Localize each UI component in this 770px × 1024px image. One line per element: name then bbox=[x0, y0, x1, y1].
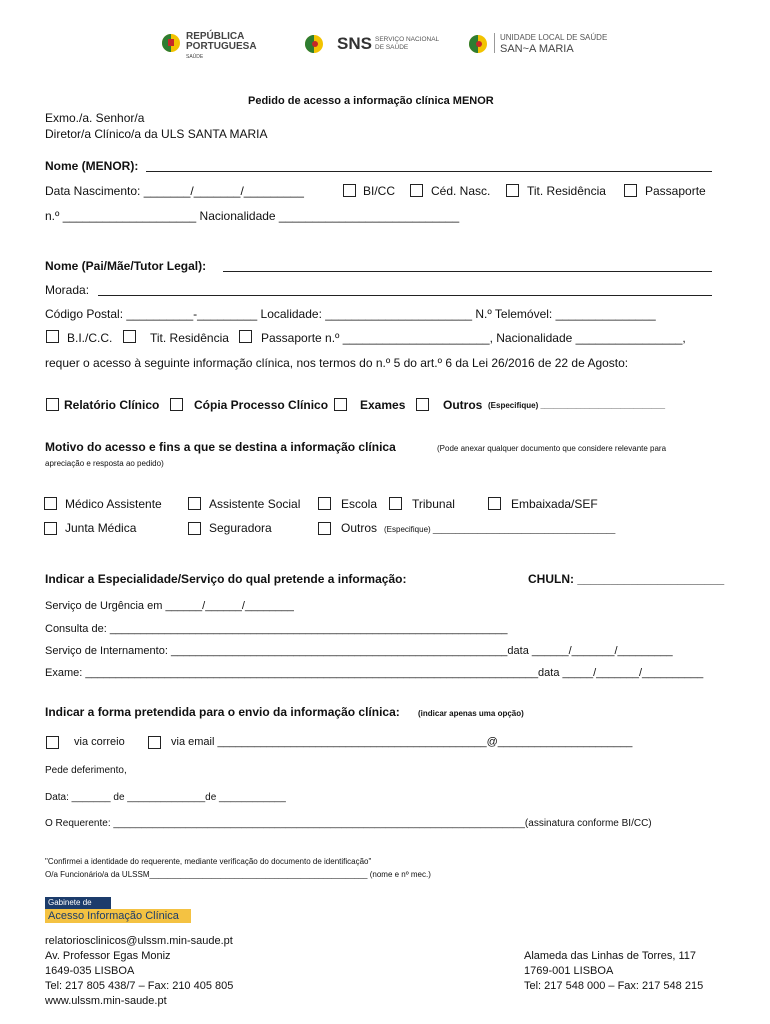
footer-website: www.ulssm.min-saude.pt bbox=[45, 995, 167, 1007]
urgencia-line: Serviço de Urgência em ______/______/________ bbox=[45, 600, 294, 612]
exame-line: Exame: __________________________________________________________________________data _____/_______/__________ bbox=[45, 667, 704, 679]
uls-line1: UNIDADE LOCAL DE SAÚDE bbox=[500, 33, 608, 42]
checkbox-exames[interactable] bbox=[334, 398, 347, 411]
relatorio-label: Relatório Clínico bbox=[64, 398, 160, 412]
assistente-social-label: Assistente Social bbox=[209, 497, 301, 511]
guardian-address-field[interactable] bbox=[98, 295, 712, 296]
delivery-hint: (indicar apenas uma opção) bbox=[418, 709, 524, 718]
motive-hint-1: (Pode anexar qualquer documento que considere relevante para bbox=[437, 444, 667, 453]
footer-right-phone: Tel: 217 548 000 – Fax: 217 548 215 bbox=[524, 980, 704, 992]
guardian-name-label: Nome (Pai/Mãe/Tutor Legal): bbox=[45, 259, 207, 273]
specialty-heading: Indicar a Especialidade/Serviço do qual pretende a informação: bbox=[45, 572, 407, 586]
minor-birth-label: Data Nascimento: _______/_______/_________ bbox=[45, 184, 304, 198]
minor-name-label: Nome (MENOR): bbox=[45, 159, 139, 173]
via-correio-label: via correio bbox=[74, 736, 125, 748]
consulta-line: Consulta de: _________________________________________________________________ bbox=[45, 623, 508, 635]
checkbox-ced-nasc[interactable] bbox=[410, 184, 423, 197]
footer-phone: Tel: 217 805 438/7 – Fax: 210 405 805 bbox=[45, 980, 234, 992]
checkbox-outros-info[interactable] bbox=[416, 398, 429, 411]
checkbox-junta-medica[interactable] bbox=[44, 522, 57, 535]
chuln-field: CHULN: ______________________ bbox=[528, 572, 725, 586]
checkbox-relatorio[interactable] bbox=[46, 398, 59, 411]
junta-medica-label: Junta Médica bbox=[65, 521, 137, 535]
checkbox-outros-motive[interactable] bbox=[318, 522, 331, 535]
delivery-heading: Indicar a forma pretendida para o envio da informação clínica: bbox=[45, 705, 400, 719]
gabinete-bottom: Acesso Informação Clínica bbox=[45, 909, 191, 923]
outros-info-hint: (Especifique) ____________________________ bbox=[488, 401, 666, 410]
sns-emblem-icon bbox=[303, 33, 325, 55]
checkbox-guardian-tit[interactable] bbox=[123, 330, 136, 343]
republica-emblem-icon bbox=[160, 32, 182, 54]
escola-label: Escola bbox=[341, 497, 378, 511]
minor-name-field[interactable] bbox=[146, 171, 712, 172]
footer-right-postal: 1769-001 LISBOA bbox=[524, 965, 614, 977]
motive-hint-2: apreciação e resposta ao pedido) bbox=[45, 459, 164, 468]
checkbox-medico-assistente[interactable] bbox=[44, 497, 57, 510]
republica-line1: REPÚBLICA bbox=[186, 31, 245, 42]
checkbox-guardian-passaporte[interactable] bbox=[239, 330, 252, 343]
guardian-name-field[interactable] bbox=[223, 271, 712, 272]
guardian-passaporte-line: Passaporte n.º ______________________, Nacionalidade ________________, bbox=[261, 331, 686, 345]
republica-line2: PORTUGUESA bbox=[186, 41, 257, 52]
motive-heading: Motivo do acesso e fins a que se destina a informação clínica bbox=[45, 440, 396, 454]
guardian-bicc-label: B.I./C.C. bbox=[67, 331, 113, 345]
form-title: Pedido de acesso a informação clínica MENOR bbox=[248, 95, 494, 107]
footer-email: relatoriosclinicos@ulssm.min-saude.pt bbox=[45, 935, 233, 947]
guardian-postal-line: Código Postal: __________-_________ Localidade: ______________________ N.º Telemóvel: _______________ bbox=[45, 307, 656, 321]
seguradora-label: Seguradora bbox=[209, 521, 272, 535]
sns-sub1: SERVIÇO NACIONAL bbox=[375, 36, 440, 43]
checkbox-passaporte[interactable] bbox=[624, 184, 637, 197]
funcionario-line: O/a Funcionário/a da ULSSM_________________________________________________ (nome e nº mec.) bbox=[45, 870, 431, 879]
copia-label: Cópia Processo Clínico bbox=[194, 398, 329, 412]
uls-line2: SAN~A MARIA bbox=[500, 43, 574, 55]
checkbox-bicc[interactable] bbox=[343, 184, 356, 197]
tribunal-label: Tribunal bbox=[412, 497, 455, 511]
outros-motive-label: Outros bbox=[341, 521, 378, 535]
checkbox-tit-residencia[interactable] bbox=[506, 184, 519, 197]
sns-sub2: DE SAÚDE bbox=[375, 44, 409, 51]
checkbox-embaixada[interactable] bbox=[488, 497, 501, 510]
date-line: Data: _______ de ______________de ____________ bbox=[45, 792, 286, 803]
greeting-line2: Diretor/a Clínico/a da ULS SANTA MARIA bbox=[45, 127, 268, 141]
via-email-line: via email ____________________________________________@______________________ bbox=[171, 736, 633, 748]
exames-label: Exames bbox=[360, 398, 406, 412]
outros-motive-hint: (Especifique) _________________________________________ bbox=[384, 525, 616, 534]
greeting-line1: Exmo./a. Senhor/a bbox=[45, 111, 145, 125]
checkbox-assistente-social[interactable] bbox=[188, 497, 201, 510]
option-tit-residencia-label: Tit. Residência bbox=[527, 184, 606, 198]
requerente-line: O Requerente: __________________________________________________________________________(assinatura conforme BI/CC) bbox=[45, 818, 652, 829]
medico-assistente-label: Médico Assistente bbox=[65, 497, 162, 511]
outros-info-label: Outros bbox=[443, 398, 483, 412]
footer-address: Av. Professor Egas Moniz bbox=[45, 950, 171, 962]
request-text: requer o acesso à seguinte informação clínica, nos termos do n.º 5 do art.º 6 da Lei 26/2016 de 22 de Agosto: bbox=[45, 356, 629, 370]
footer-right-address: Alameda das Linhas de Torres, 117 bbox=[524, 950, 697, 962]
checkbox-seguradora[interactable] bbox=[188, 522, 201, 535]
checkbox-guardian-bicc[interactable] bbox=[46, 330, 59, 343]
checkbox-escola[interactable] bbox=[318, 497, 331, 510]
checkbox-via-correio[interactable] bbox=[46, 736, 59, 749]
minor-number-nationality: n.º ____________________ Nacionalidade ___________________________ bbox=[45, 209, 460, 223]
option-bicc-label: BI/CC bbox=[363, 184, 396, 198]
option-ced-nasc-label: Céd. Nasc. bbox=[431, 184, 491, 198]
footer-postal: 1649-035 LISBOA bbox=[45, 965, 135, 977]
gabinete-top: Gabinete de bbox=[45, 897, 111, 909]
guardian-address-label: Morada: bbox=[45, 283, 90, 297]
checkbox-tribunal[interactable] bbox=[389, 497, 402, 510]
option-passaporte-label: Passaporte bbox=[645, 184, 706, 198]
checkbox-copia[interactable] bbox=[170, 398, 183, 411]
sns-main: SNS bbox=[337, 34, 372, 53]
uls-emblem-icon bbox=[467, 33, 489, 55]
republica-line3: SAÚDE bbox=[186, 54, 204, 60]
pede-deferimento: Pede deferimento, bbox=[45, 765, 127, 776]
checkbox-via-email[interactable] bbox=[148, 736, 161, 749]
guardian-tit-label: Tit. Residência bbox=[150, 331, 229, 345]
confirm-text: "Confirmei a identidade do requerente, mediante verificação do documento de identificação" bbox=[45, 857, 372, 866]
internamento-line: Serviço de Internamento: _______________________________________________________data ______/_______/_________ bbox=[45, 645, 673, 657]
embaixada-label: Embaixada/SEF bbox=[511, 497, 598, 511]
